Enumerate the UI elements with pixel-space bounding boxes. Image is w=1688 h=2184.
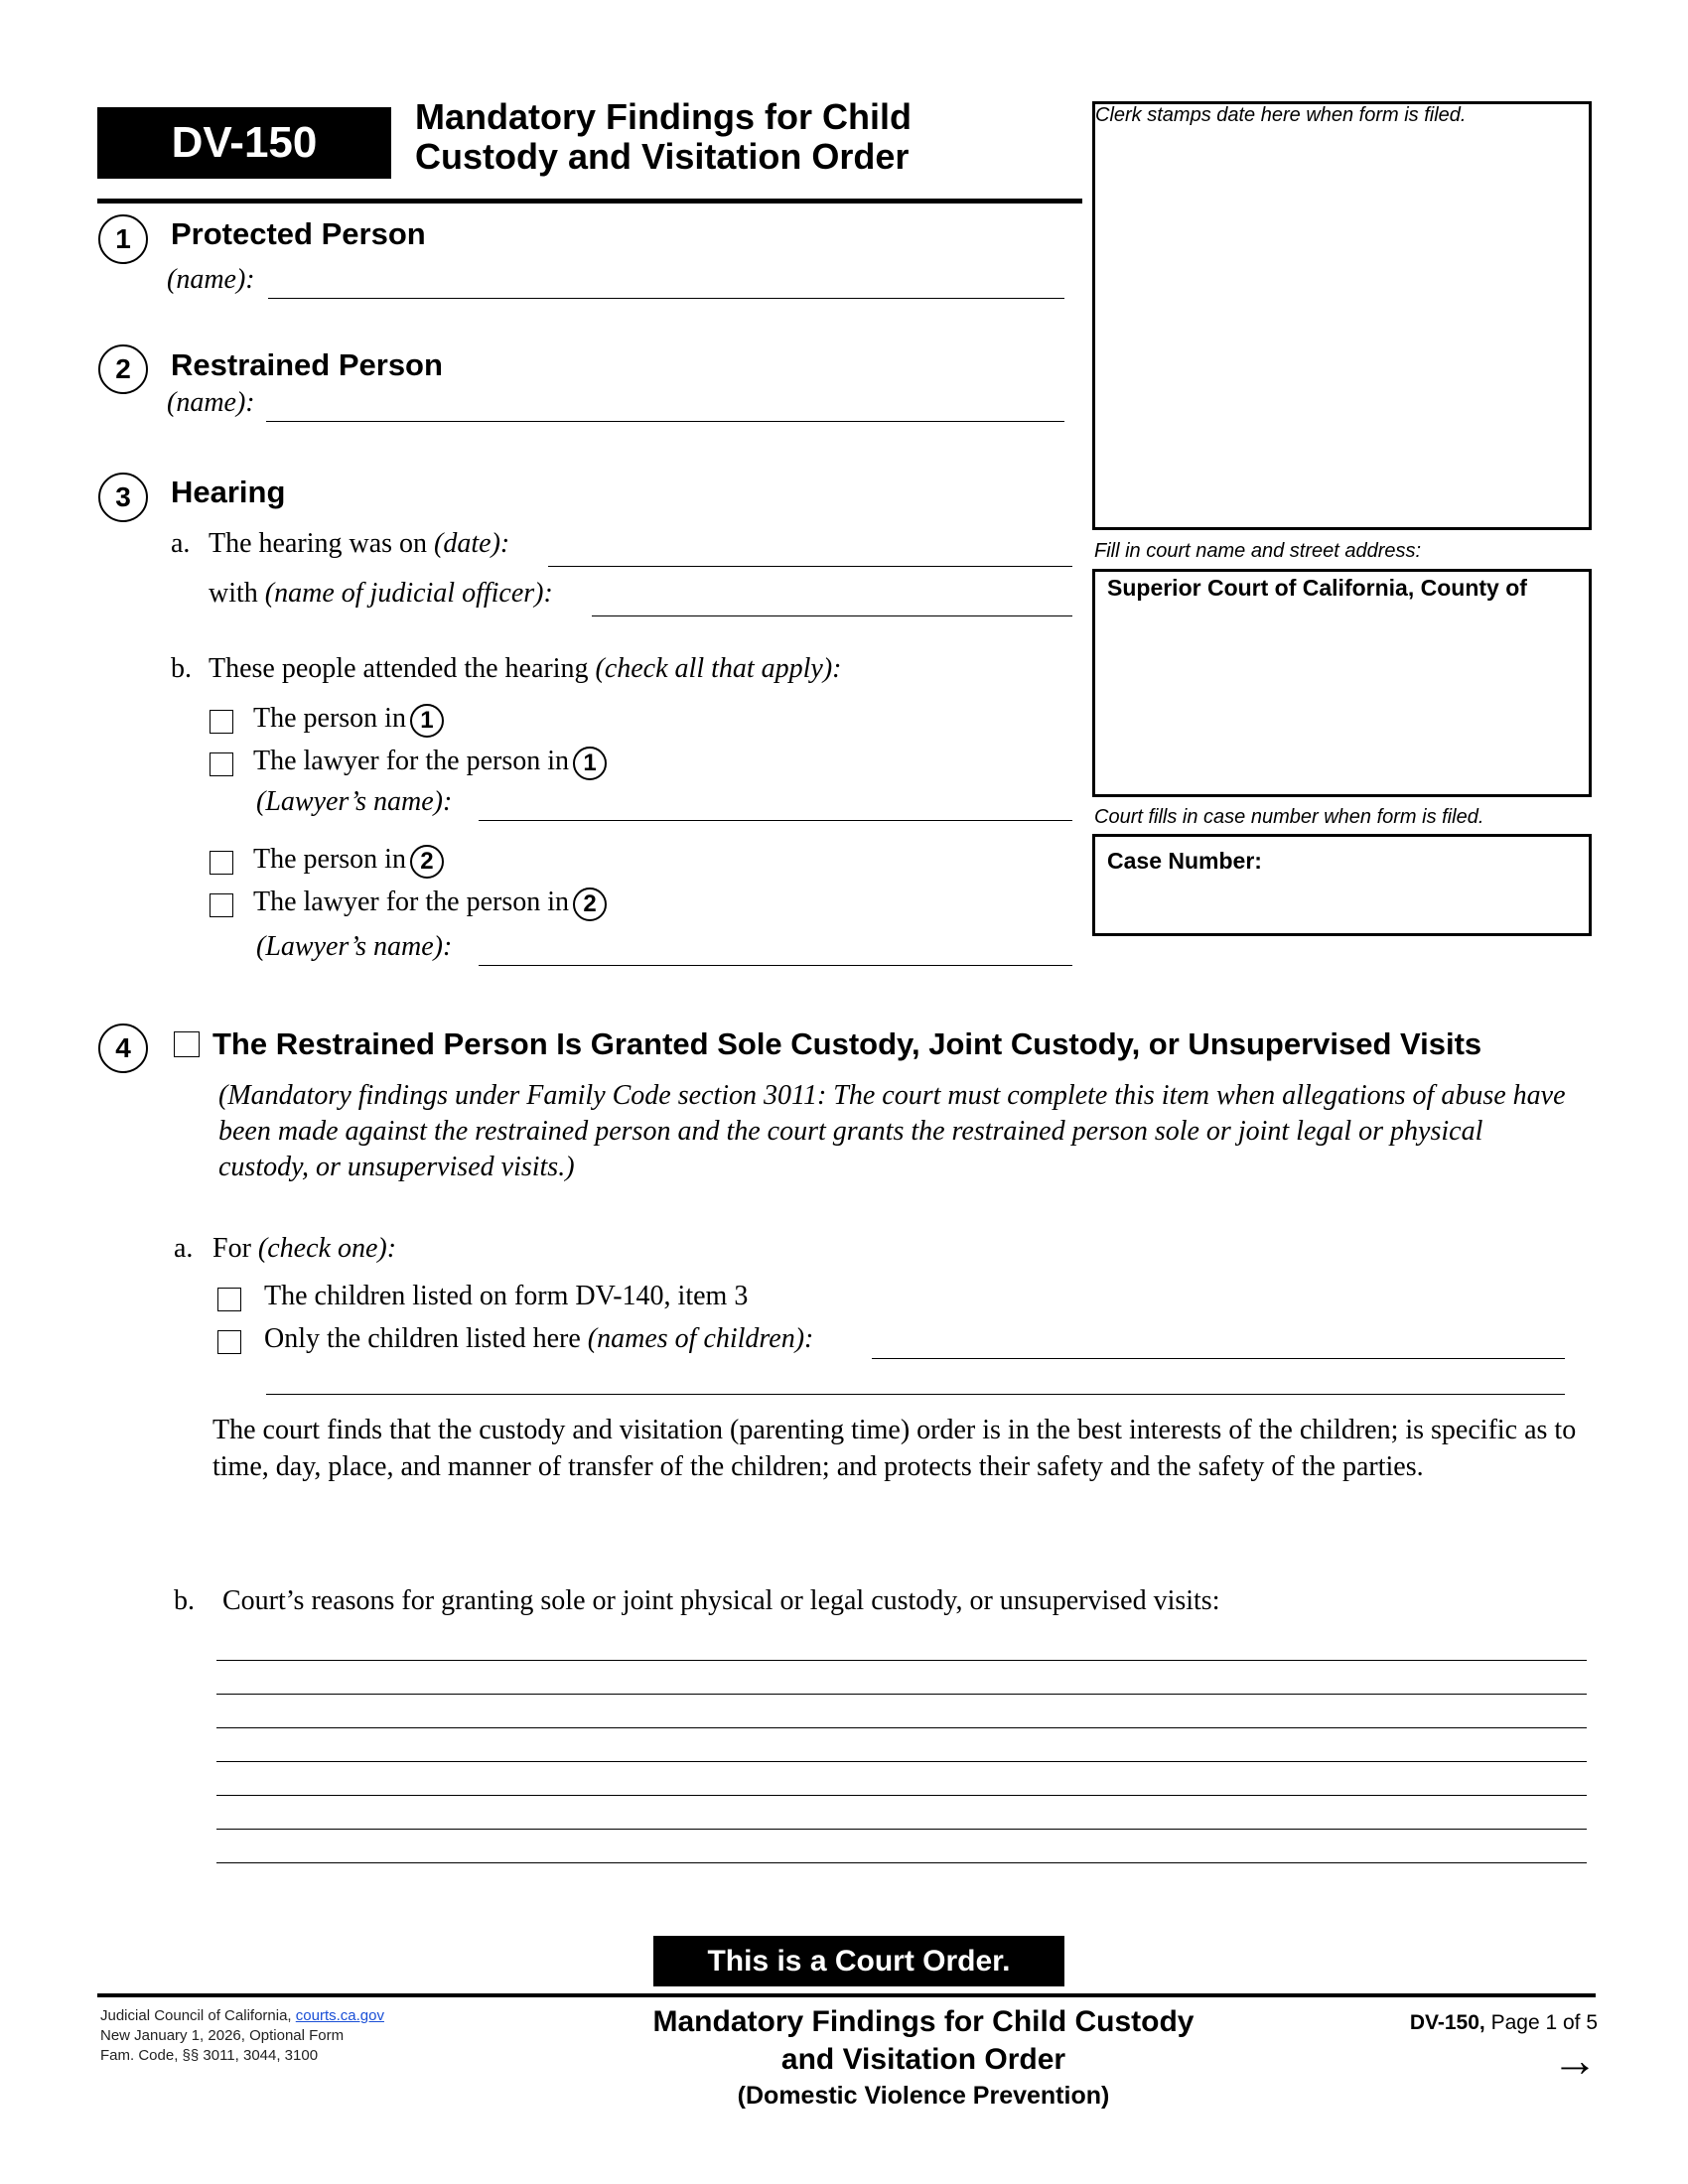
header-rule <box>97 199 1082 204</box>
court-order-banner: This is a Court Order. <box>653 1936 1064 1986</box>
footer-rule <box>97 1993 1596 1997</box>
item-3-number: 3 <box>98 473 148 522</box>
children-dv140-label: The children listed on form DV-140, item 3 <box>264 1281 749 1311</box>
children-names-input-2[interactable] <box>270 1360 1565 1394</box>
lawyer-1-name-label: (Lawyer’s name): <box>256 786 453 817</box>
item-1-name-line <box>268 298 1064 299</box>
children-names-line-2 <box>266 1394 1565 1395</box>
item-1-name-label: (name): <box>167 264 255 295</box>
checkbox-children-dv140[interactable] <box>217 1288 241 1311</box>
children-names-input-1[interactable] <box>876 1324 1565 1358</box>
clerk-stamp-label: Clerk stamps date here when form is filed. <box>1095 104 1467 126</box>
checkbox-children-listed[interactable] <box>217 1330 241 1354</box>
item-4a-text <box>212 1233 396 1265</box>
item-2-number: 2 <box>98 344 148 394</box>
footer-council: Judicial Council of California, <box>100 2007 292 2024</box>
children-listed-note: (names of children): <box>587 1323 814 1354</box>
judicial-officer-input[interactable] <box>596 582 1072 615</box>
court-name-label: Superior Court of California, County of <box>1107 575 1527 601</box>
form-id-badge: DV-150 <box>97 107 391 179</box>
lawyer-2-name-input[interactable] <box>483 931 1072 965</box>
ref-circle-2b: 2 <box>573 887 607 921</box>
next-page-arrow-icon[interactable]: → <box>1552 2034 1598 2086</box>
checkbox-item-4[interactable] <box>174 1031 200 1057</box>
court-name-caption: Fill in court name and street address: <box>1094 540 1422 562</box>
footer-title-line2: and Visitation Order <box>780 2043 1066 2076</box>
judicial-officer-label: (name of judicial officer): <box>264 578 553 609</box>
judicial-officer-line <box>592 615 1072 616</box>
checkbox-lawyer-2[interactable] <box>210 893 233 917</box>
item-3b-letter: b. <box>171 653 192 684</box>
children-names-line-1 <box>872 1358 1565 1359</box>
item-4-title: The Restrained Person Is Granted Sole Custody, Joint Custody, or Unsupervised Visits <box>212 1026 1482 1061</box>
restrained-person-name-input[interactable] <box>270 387 1065 421</box>
item-2-title: Restrained Person <box>171 347 443 382</box>
item-4b-letter: b. <box>174 1585 195 1616</box>
lawyer-2-label <box>253 887 607 921</box>
ref-circle-1b: 1 <box>573 747 607 780</box>
hearing-date-line <box>548 566 1072 567</box>
item-4a-note: (check one): <box>257 1233 397 1264</box>
item-3a-letter: a. <box>171 528 191 559</box>
person-1-text: The person in <box>253 703 406 734</box>
lawyer-1-label <box>253 746 607 780</box>
item-4-number: 4 <box>98 1024 148 1073</box>
lawyer-1-name-input[interactable] <box>483 786 1072 820</box>
lawyer-1-text: The lawyer for the person in <box>253 746 569 776</box>
person-1-label <box>253 703 444 738</box>
footer-council-row <box>100 2006 384 2026</box>
person-2-label <box>253 844 444 879</box>
children-listed-text: Only the children listed here <box>264 1323 581 1354</box>
attended-note: (check all that apply): <box>595 653 842 684</box>
lawyer-2-text: The lawyer for the person in <box>253 887 569 917</box>
item-3-title: Hearing <box>171 475 286 509</box>
footer-council-link[interactable]: courts.ca.gov <box>295 2007 384 2024</box>
checkbox-person-2[interactable] <box>210 851 233 875</box>
lawyer-1-name-line <box>479 820 1072 821</box>
item-2-name-line <box>266 421 1064 422</box>
case-number-caption: Court fills in case number when form is filed. <box>1094 806 1484 828</box>
item-2-name-label: (name): <box>167 387 255 418</box>
checkbox-person-1[interactable] <box>210 710 233 734</box>
judicial-officer-with: with <box>209 578 258 609</box>
footer-page-number: Page 1 of 5 <box>1490 2011 1598 2034</box>
case-number-label: Case Number: <box>1107 848 1262 874</box>
item-1-title: Protected Person <box>171 216 426 251</box>
item-4-finding: The court finds that the custody and visitation (parenting time) order is in the best interests of the children; is specific as to time, day, place, and manner of transfer of the children; and protects their safety and the safety of the parties. <box>212 1415 1577 1482</box>
footer-codes: Fam. Code, §§ 3011, 3044, 3100 <box>100 2047 319 2064</box>
hearing-date-text: The hearing was on <box>209 528 428 559</box>
lawyer-2-name-label: (Lawyer’s name): <box>256 931 453 962</box>
item-3a-with-row <box>209 578 553 610</box>
hearing-date-input[interactable] <box>552 532 1072 566</box>
item-4a-for: For <box>212 1233 251 1264</box>
form-title <box>415 97 1090 177</box>
protected-person-name-input[interactable] <box>272 264 1065 298</box>
lawyer-2-name-line <box>479 965 1072 966</box>
footer-page-info <box>1370 2011 1598 2035</box>
item-4a-letter: a. <box>174 1233 194 1264</box>
person-2-text: The person in <box>253 844 406 875</box>
form-title-line1: Mandatory Findings for Child <box>415 96 912 137</box>
attended-text: These people attended the hearing <box>209 653 589 684</box>
checkbox-lawyer-1[interactable] <box>210 752 233 776</box>
footer-title-line1: Mandatory Findings for Child Custody <box>652 2005 1195 2038</box>
form-title-line2: Custody and Visitation Order <box>415 136 910 177</box>
hearing-date-label: (date): <box>434 528 510 559</box>
item-1-number: 1 <box>98 214 148 264</box>
item-3a-text <box>209 528 509 560</box>
case-number-box[interactable] <box>1092 834 1592 936</box>
item-3b-text <box>209 653 842 685</box>
reasons-textarea[interactable] <box>220 1630 1583 1864</box>
footer-left <box>100 2006 384 2066</box>
court-name-box[interactable] <box>1092 569 1592 797</box>
clerk-stamp-box[interactable] <box>1092 101 1592 530</box>
footer-effective: New January 1, 2026, Optional Form <box>100 2027 345 2044</box>
footer-title <box>556 2003 1291 2113</box>
item-4b-text: Court’s reasons for granting sole or joint physical or legal custody, or unsupervised visits: <box>222 1585 1220 1616</box>
ref-circle-1: 1 <box>410 704 444 738</box>
item-4-note: (Mandatory findings under Family Code section 3011: The court must complete this item when allegations of abuse have been made against the restrained person and the court grants the restrained person sole or joint legal or physical custody, or unsupervised visits.) <box>218 1080 1566 1182</box>
footer-subtitle: (Domestic Violence Prevention) <box>737 2082 1110 2110</box>
ref-circle-2: 2 <box>410 845 444 879</box>
footer-form-id: DV-150, <box>1409 2011 1485 2034</box>
children-listed-label <box>264 1323 813 1355</box>
